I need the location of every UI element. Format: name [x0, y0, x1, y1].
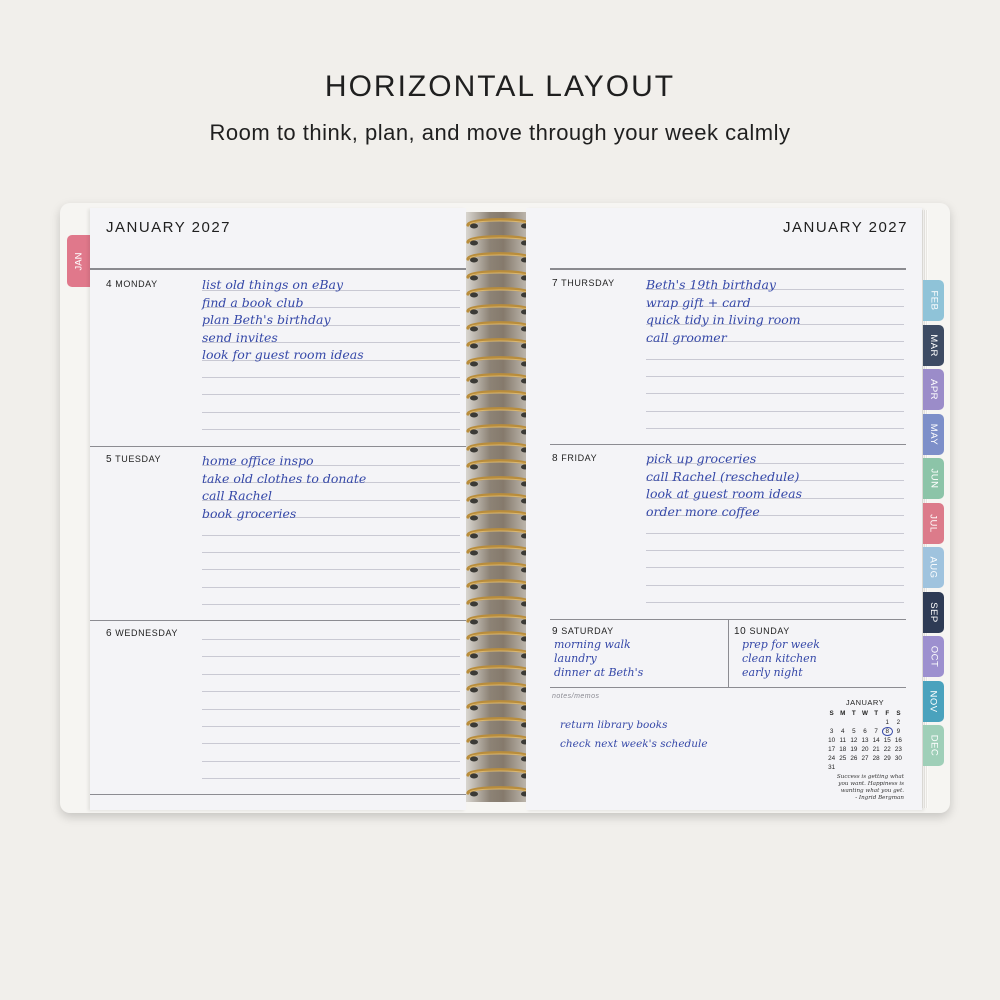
sunday-notes	[742, 638, 820, 680]
mini-calendar-day: 3	[829, 728, 834, 735]
memo-notes	[560, 716, 708, 754]
day-label-monday: 4 MONDAY	[106, 279, 158, 290]
mini-calendar-day	[859, 718, 870, 727]
writing-line	[202, 569, 460, 570]
mini-calendar-day: 2	[896, 719, 901, 726]
writing-line	[202, 412, 460, 413]
writing-line	[646, 602, 904, 603]
tab-label: MAY	[928, 423, 940, 445]
saturday-notes	[554, 638, 643, 680]
handwritten-note: check next week's schedule	[560, 738, 708, 750]
tab-label: OCT	[928, 645, 939, 668]
tuesday-notes	[202, 452, 366, 522]
handwritten-note: Beth's 19th birthday	[646, 277, 776, 292]
day-label-friday: 8 FRIDAY	[552, 453, 598, 464]
mini-calendar-day: 25	[839, 755, 847, 762]
mini-calendar-weekday: S	[896, 710, 901, 717]
mini-calendar-day	[893, 763, 904, 772]
handwritten-note: prep for week	[742, 638, 820, 651]
tab-may[interactable]	[923, 414, 944, 455]
handwritten-note: book groceries	[202, 505, 297, 521]
tab-label: APR	[928, 378, 940, 401]
section-separator	[90, 794, 466, 795]
right-page	[526, 208, 922, 810]
hero-subtitle: Room to think, plan, and move through your week calmly	[209, 120, 791, 145]
handwritten-note: call groomer	[646, 329, 727, 345]
writing-line	[202, 535, 460, 536]
mini-calendar-day: 27	[861, 755, 869, 762]
handwritten-note: early night	[742, 666, 803, 679]
mini-calendar-day	[859, 763, 870, 772]
handwritten-note: quick tidy in living room	[646, 312, 801, 327]
mini-calendar-day: 5	[852, 728, 856, 735]
handwritten-note: pick up groceries	[646, 451, 757, 466]
tab-label: DEC	[928, 734, 939, 757]
writing-line	[202, 604, 460, 605]
mini-calendar-day: 13	[861, 737, 869, 744]
mini-calendar-weekday: M	[840, 710, 846, 717]
section-separator	[550, 444, 906, 445]
mini-calendar-day: 19	[850, 746, 858, 753]
writing-line	[646, 533, 904, 534]
tab-dec[interactable]	[923, 725, 944, 766]
mini-calendar-day: 21	[872, 746, 880, 753]
mini-calendar-day	[848, 763, 859, 772]
quote	[812, 774, 904, 802]
mini-calendar-title: JANUARY	[845, 698, 885, 707]
notes-memos-label: notes/memos	[552, 693, 600, 700]
handwritten-note: morning walk	[554, 638, 631, 651]
mini-calendar-day: 14	[872, 737, 880, 744]
handwritten-note: find a book club	[202, 294, 304, 310]
mini-calendar-day: 12	[850, 737, 858, 744]
mini-calendar-day: 10	[828, 737, 836, 744]
handwritten-note: look for guest room ideas	[202, 347, 364, 362]
tab-mar[interactable]	[923, 325, 944, 366]
handwritten-note: send invites	[202, 329, 278, 345]
monday-notes	[202, 276, 364, 364]
writing-line	[202, 394, 460, 395]
mini-calendar-day: 17	[828, 746, 836, 753]
mini-calendar-day: 24	[828, 755, 836, 762]
mini-calendar-day: 22	[883, 746, 891, 753]
right-month-title: JANUARY 2027	[782, 219, 908, 236]
writing-line	[202, 743, 460, 744]
mini-calendar-day: 31	[828, 764, 836, 771]
day-label-wednesday: 6 WEDNESDAY	[106, 628, 179, 639]
handwritten-note: home office inspo	[202, 453, 314, 468]
tab-jun[interactable]	[923, 458, 944, 499]
section-separator	[90, 620, 466, 621]
tab-feb[interactable]	[923, 280, 944, 321]
mini-calendar-weekday: F	[885, 710, 890, 717]
handwritten-note: laundry	[554, 652, 597, 665]
mini-calendar-day: 4	[840, 728, 845, 735]
writing-line	[202, 709, 460, 710]
writing-line	[646, 585, 904, 586]
writing-line	[202, 429, 460, 430]
left-header-rule	[90, 268, 466, 270]
handwritten-note: look at guest room ideas	[646, 486, 803, 501]
handwritten-note: call Rachel (reschedule)	[646, 468, 800, 484]
writing-line	[202, 656, 460, 657]
mini-calendar-day	[871, 718, 882, 727]
tab-label: JUL	[928, 513, 939, 533]
writing-line	[646, 550, 904, 551]
writing-line	[202, 377, 460, 378]
quote-line: wanting what you get.	[840, 788, 904, 794]
mini-calendar	[826, 698, 904, 772]
mini-calendar-day: 23	[894, 746, 902, 753]
handwritten-note: wrap gift + card	[646, 294, 751, 310]
writing-line	[646, 411, 904, 412]
mini-calendar-day: 18	[839, 746, 847, 753]
mini-calendar-day: 29	[883, 755, 891, 762]
mini-calendar-weekday: T	[851, 710, 856, 717]
right-header-rule	[550, 268, 906, 270]
writing-line	[202, 587, 460, 588]
mini-calendar-day	[882, 763, 893, 772]
handwritten-note: dinner at Beth's	[554, 666, 644, 679]
mini-calendar-day	[871, 763, 882, 772]
mini-calendar-day: 9	[896, 728, 901, 735]
writing-line	[646, 567, 904, 568]
tab-label: JUN	[927, 468, 939, 489]
mini-calendar-day: 11	[839, 737, 846, 744]
section-separator	[90, 446, 466, 447]
tab-label: NOV	[928, 689, 939, 713]
mini-calendar-day: 7	[874, 728, 878, 735]
day-label-saturday: 9 SATURDAY	[552, 626, 614, 637]
mini-calendar-day: 16	[894, 737, 902, 744]
handwritten-note: order more coffee	[646, 503, 760, 519]
tab-label: AUG	[928, 556, 939, 579]
tab-nov[interactable]	[923, 681, 944, 722]
friday-notes	[646, 450, 802, 520]
mini-calendar-day: 20	[861, 746, 869, 753]
writing-line	[202, 552, 460, 553]
handwritten-note: call Rachel	[202, 488, 273, 503]
writing-line	[202, 674, 460, 675]
mini-calendar-day: 6	[863, 728, 867, 735]
tab-label: MAR	[928, 333, 939, 357]
writing-line	[646, 359, 904, 360]
tab-jul[interactable]	[923, 503, 944, 544]
tab-jan[interactable]	[67, 235, 90, 287]
writing-line	[646, 393, 904, 394]
tab-label: SEP	[927, 601, 939, 623]
left-page	[90, 208, 466, 810]
mini-calendar-weekday: T	[874, 710, 879, 717]
writing-line	[646, 376, 904, 377]
tab-oct[interactable]	[923, 636, 944, 677]
writing-line	[646, 428, 904, 429]
day-label-tuesday: 5 TUESDAY	[106, 454, 162, 465]
handwritten-note: plan Beth's birthday	[202, 312, 331, 327]
mini-calendar-day	[826, 718, 837, 727]
mini-calendar-day: 1	[885, 719, 890, 726]
handwritten-note: clean kitchen	[742, 652, 817, 665]
handwritten-note: take old clothes to donate	[202, 470, 367, 486]
writing-line	[202, 691, 460, 692]
tab-apr[interactable]	[923, 369, 944, 410]
writing-line	[202, 726, 460, 727]
quote-line: Success is getting what	[836, 774, 904, 780]
mini-calendar-day: 26	[850, 755, 858, 762]
mini-calendar-day: 15	[883, 737, 891, 744]
tab-jan-label: JAN	[72, 252, 84, 270]
weekend-divider	[728, 619, 729, 687]
writing-line	[202, 778, 460, 779]
handwritten-note: list old things on eBay	[202, 277, 344, 292]
mini-calendar-weekday: W	[862, 710, 868, 717]
left-month-title: JANUARY 2027	[106, 219, 232, 236]
handwritten-note: return library books	[560, 719, 668, 731]
quote-line: you want. Happiness is	[838, 781, 904, 787]
mini-calendar-day	[848, 718, 859, 727]
tab-sep[interactable]	[923, 592, 944, 633]
day-label-sunday: 10 SUNDAY	[734, 626, 790, 637]
mini-calendar-day: 28	[872, 755, 880, 762]
thursday-notes	[646, 276, 801, 346]
mini-calendar-day: 8	[882, 727, 893, 736]
mini-calendar-weekday: S	[829, 710, 834, 717]
quote-author: - Ingrid Bergman	[855, 795, 904, 801]
section-separator	[550, 687, 906, 688]
tab-aug[interactable]	[923, 547, 944, 588]
mini-calendar-day: 30	[894, 755, 902, 762]
mini-calendar-day	[837, 763, 848, 772]
writing-line	[202, 639, 460, 640]
mini-calendar-day	[837, 718, 848, 727]
day-label-thursday: 7 THURSDAY	[552, 278, 615, 289]
writing-line	[202, 761, 460, 762]
tab-label: FEB	[927, 290, 939, 311]
hero-title: HORIZONTAL LAYOUT	[324, 70, 676, 103]
mini-calendar-grid	[826, 709, 904, 772]
